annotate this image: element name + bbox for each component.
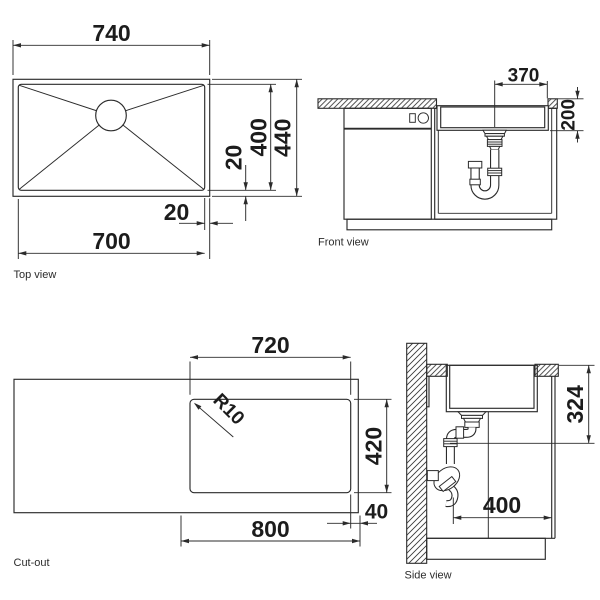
arrowhead (13, 43, 21, 47)
control-square-icon (410, 114, 416, 123)
countertop-hatch-right (548, 99, 557, 109)
dimension-800-overall-width (181, 516, 360, 547)
arrowhead (385, 399, 389, 407)
cabinet-plinth-side (427, 538, 546, 559)
arrowhead (18, 251, 26, 255)
top-view (13, 20, 302, 281)
view-label-top: Top view (13, 269, 57, 281)
arrowhead (495, 82, 503, 86)
arrowhead (587, 435, 591, 443)
arrowhead (575, 131, 579, 139)
dim-bowl-width: 700 (92, 228, 131, 254)
dimension-200-bowl-height (550, 87, 584, 143)
side-view (405, 343, 595, 581)
dimension-20-rim-front (221, 145, 248, 221)
arrowhead (343, 355, 351, 359)
view-label-front: Front view (318, 236, 369, 249)
arrowhead (539, 82, 547, 86)
sink-outer-rim (13, 79, 210, 196)
arrowhead (587, 365, 591, 373)
arrowhead (202, 43, 210, 47)
arrowhead (244, 182, 248, 190)
arrowhead (269, 182, 273, 190)
dim-outlet-height: 324 (562, 385, 588, 424)
arrowhead (385, 485, 389, 493)
countertop-hatch-front-side (535, 364, 558, 376)
drain-trap-front (468, 130, 506, 195)
dim-bowl-depth: 400 (245, 118, 272, 157)
dim-cutout-width: 720 (251, 332, 290, 358)
arrowhead (269, 84, 273, 92)
dim-drain-offset: 370 (507, 65, 540, 87)
arrowhead (295, 188, 299, 196)
arrowhead (197, 251, 205, 255)
arrowhead (343, 521, 351, 525)
dimension-r10-corner-radius (194, 390, 248, 437)
arrowhead (244, 196, 248, 204)
dimension-40-edge-margin (327, 495, 388, 529)
dim-corner-radius: R10 (208, 389, 249, 430)
cutout-rect (190, 399, 351, 492)
cabinet-plinth (347, 219, 552, 230)
front-view (318, 66, 584, 249)
dimension-400-bowl-depth (208, 84, 277, 190)
dim-edge-margin: 40 (364, 500, 389, 524)
dim-rim-side: 20 (163, 199, 190, 225)
arrowhead (544, 516, 552, 520)
dimension-370-drain-offset (495, 66, 548, 99)
arrowhead (190, 355, 198, 359)
dimension-720-cutout-width (190, 332, 351, 395)
view-label-cutout: Cut-out (13, 557, 50, 569)
arrowhead (453, 516, 461, 520)
view-label-side: Side view (404, 569, 452, 582)
wall-outlet-stub (427, 471, 438, 481)
wall-hatch (407, 343, 427, 563)
dimension-420-cutout-depth (354, 399, 392, 492)
dimension-740 (13, 20, 210, 75)
cabinet-left-outline (344, 108, 431, 219)
dimension-20-rim-side (164, 198, 233, 259)
dim-bowl-height: 200 (558, 98, 580, 131)
dim-outer-width: 740 (92, 20, 131, 46)
control-knob-icon (418, 113, 428, 123)
drain-hole (96, 100, 127, 131)
bowl-outer-wall (437, 106, 548, 131)
drain-trap-side (427, 412, 486, 504)
countertop-hatch-left (318, 99, 437, 109)
arrowhead (295, 79, 299, 87)
arrowhead (181, 539, 189, 543)
arrowhead (197, 221, 205, 225)
dim-cutout-depth: 420 (360, 426, 387, 466)
countertop-hatch-wall-side (427, 364, 448, 376)
wall-mounting-rail (427, 376, 429, 407)
dim-cabinet-clearance: 400 (482, 492, 522, 518)
arrowhead (575, 91, 579, 99)
cutout-view (14, 332, 392, 569)
arrowhead (352, 539, 360, 543)
arrowhead (210, 221, 218, 225)
dim-overall-width: 800 (251, 516, 290, 542)
dim-outer-depth: 440 (269, 118, 296, 157)
bowl-outer-wall-side (446, 365, 537, 411)
dimension-400-cabinet-clearance (453, 492, 551, 524)
dim-rim-front: 20 (220, 144, 247, 171)
